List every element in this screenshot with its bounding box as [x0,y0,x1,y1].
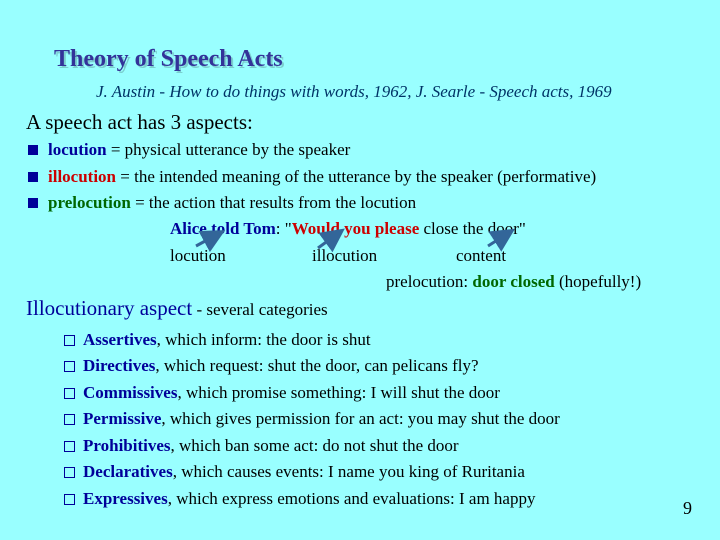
content-arrow-icon [488,232,510,246]
illocutionary-heading [26,296,328,321]
category-name: Expressives [83,489,168,508]
prelocution-label: prelocution: [386,272,473,291]
hollow-square-bullet-icon [64,361,75,372]
category-item [64,356,479,376]
hollow-square-bullet-icon [64,441,75,452]
category-name: Declaratives [83,462,173,481]
aspect-term: prelocution [48,193,131,212]
page-number: 9 [683,498,692,518]
category-item [64,330,371,350]
category-desc: , which promise something: I will shut the door [177,383,500,402]
hollow-square-bullet-icon [64,335,75,346]
slide-subtitle: J. Austin - How to do things with words, 1962, J. Searle - Speech acts, 1969 [96,82,612,101]
hollow-square-bullet-icon [64,388,75,399]
illoc-heading-sub: - several categories [192,300,328,319]
category-item [64,462,525,482]
example-quote-open: : " [275,219,292,238]
category-name: Permissive [83,409,162,428]
aspects-heading: A speech act has 3 aspects: [26,110,253,134]
prelocution-value: door closed [472,272,555,291]
aspect-desc: = the action that results from the locution [130,193,417,212]
label-locution: locution [170,246,226,265]
illoc-heading-main: Illocutionary aspect [26,296,193,320]
label-content: content [456,246,507,265]
locution-arrow-icon [196,233,220,246]
example-illocution-phrase: Would you please [291,219,420,238]
label-illocution: illocution [312,246,378,265]
prelocution-note: (hopefully!) [554,272,642,291]
category-desc: , which express emotions and evaluations: I am happy [167,489,536,508]
category-desc: , which causes events: I name you king of Ruritania [172,462,525,481]
hollow-square-bullet-icon [64,414,75,425]
category-item [64,436,459,456]
category-item [64,489,535,509]
hollow-square-bullet-icon [64,494,75,505]
aspect-term: locution [48,140,107,159]
category-desc: , which ban some act: do not shut the door [170,436,459,455]
category-name: Prohibitives [83,436,171,455]
category-name: Commissives [83,383,178,402]
aspect-term: illocution [48,167,117,186]
hollow-square-bullet-icon [64,467,75,478]
aspect-desc: = the intended meaning of the utterance by the speaker (performative) [116,167,597,186]
category-item [64,383,500,403]
aspect-desc: = physical utterance by the speaker [106,140,351,159]
prelocution-result [386,272,641,292]
category-desc: , which inform: the door is shut [156,330,371,349]
category-desc: , which request: shut the door, can pelicans fly? [155,356,479,375]
category-name: Assertives [83,330,157,349]
example-speakers: Alice told Tom [170,219,276,238]
slide-title: Theory of Speech Acts [54,46,283,72]
category-desc: , which gives permission for an act: you may shut the door [161,409,560,428]
example-content: close the door" [419,219,526,238]
category-name: Directives [83,356,156,375]
category-item [64,409,560,429]
